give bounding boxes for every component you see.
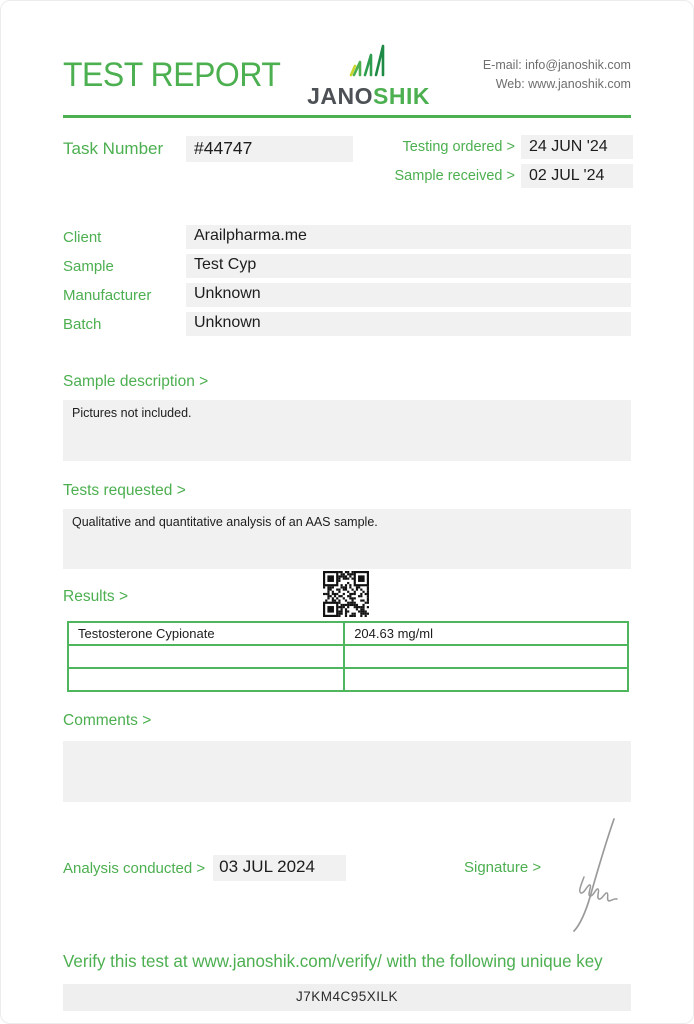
logo-text-jano: JANO <box>307 83 374 109</box>
batch-value: Unknown <box>186 312 631 336</box>
sample-label: Sample <box>63 257 114 275</box>
task-number-row <box>63 136 353 162</box>
client-info-block <box>63 225 631 341</box>
testing-ordered-label: Testing ordered > <box>402 138 515 155</box>
result-concentration-empty-2 <box>345 669 627 690</box>
analysis-section <box>63 855 631 883</box>
sample-received-date: 02 JUL '24 <box>521 164 633 188</box>
contact-block <box>483 56 631 94</box>
analysis-conducted-date: 03 JUL 2024 <box>213 855 346 881</box>
manufacturer-value: Unknown <box>186 283 631 307</box>
janoshik-logo <box>307 42 430 108</box>
analysis-conducted-label: Analysis conducted > <box>63 859 206 877</box>
results-table <box>67 621 629 692</box>
signature-image <box>558 813 628 935</box>
result-substance-empty-2 <box>69 669 345 690</box>
comments-title: Comments > <box>63 712 152 729</box>
email-line: E-mail: info@janoshik.com <box>482 58 631 73</box>
header-divider <box>63 115 631 118</box>
dates-block <box>394 134 633 192</box>
unique-key-value: J7KM4C95XILK <box>63 984 631 1011</box>
result-concentration: 204.63 mg/ml <box>354 626 433 641</box>
sample-value: Test Cyp <box>186 254 631 278</box>
batch-label: Batch <box>63 315 102 333</box>
task-number-value: #44747 <box>186 136 353 162</box>
result-concentration-empty-1 <box>345 646 627 667</box>
sample-description-box: Pictures not included. <box>63 400 631 461</box>
results-row-3 <box>69 667 627 690</box>
sample-received-row <box>394 163 633 188</box>
manufacturer-label: Manufacturer <box>63 286 152 304</box>
tests-requested-title: Tests requested > <box>63 482 186 499</box>
logo-wordmark <box>307 85 430 108</box>
sample-received-label: Sample received > <box>394 167 515 184</box>
tests-requested-box: Qualitative and quantitative analysis of an AAS sample. <box>63 509 631 569</box>
signature-label: Signature > <box>464 859 542 876</box>
qr-code <box>323 571 369 617</box>
testing-ordered-date: 24 JUN '24 <box>521 135 633 159</box>
info-row-batch <box>63 312 631 336</box>
info-row-client <box>63 225 631 249</box>
logo-text-shik: SHIK <box>373 83 430 109</box>
results-row-1 <box>69 623 627 644</box>
comments-box <box>63 741 631 802</box>
results-title: Results > <box>63 588 129 605</box>
sample-description-title: Sample description > <box>63 373 209 390</box>
results-row-2 <box>69 644 627 667</box>
testing-ordered-row <box>394 134 633 159</box>
web-line: Web: www.janoshik.com <box>495 77 631 91</box>
result-substance: Testosterone Cypionate <box>69 623 345 644</box>
client-value: Arailpharma.me <box>186 225 631 249</box>
info-row-manufacturer <box>63 283 631 307</box>
task-section <box>63 134 631 192</box>
page-title: TEST REPORT <box>63 55 281 94</box>
info-row-sample <box>63 254 631 278</box>
logo-chart-icon <box>341 42 397 83</box>
analysis-conducted-row <box>63 855 346 881</box>
report-header <box>63 37 631 113</box>
task-number-label: Task Number <box>63 139 164 158</box>
verify-text: Verify this test at www.janoshik.com/verify/ with the following unique key <box>63 951 603 971</box>
client-label: Client <box>63 228 102 246</box>
result-substance-empty-1 <box>69 646 345 667</box>
